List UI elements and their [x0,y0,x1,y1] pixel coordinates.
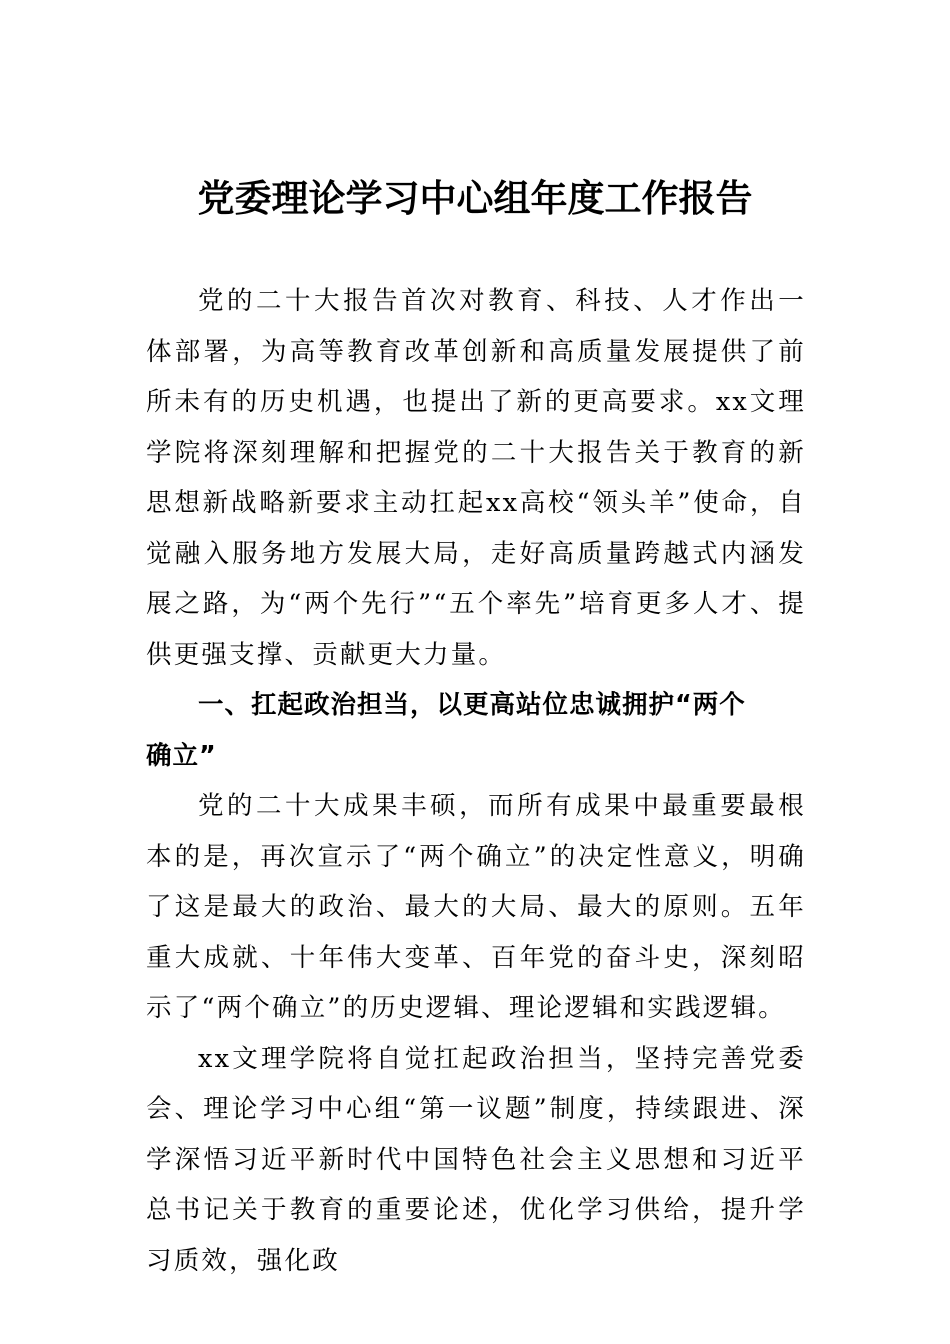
section-1-paragraph-1: 党的二十大成果丰硕，而所有成果中最重要最根本的是，再次宣示了“两个确立”的决定性意义，明确了这是最大的政治、最大的大局、最大的原则。五年重大成就、十年伟大变革、百年党的奋斗史，深刻昭示了“两个确立”的历史逻辑、理论逻辑和实践逻辑。 [146,791,806,1023]
section-1-paragraph-2: xx文理学院将自觉扛起政治担当，坚持完善党委会、理论学习中心组“第一议题”制度，持续跟进、深学深悟习近平新时代中国特色社会主义思想和习近平总书记关于教育的重要论述，优化学习供给，提升学习质效，强化政 [146,1043,806,1276]
document-title: 党委理论学习中心组年度工作报告 [197,176,753,220]
section-heading-1: 一、扛起政治担当，以更高站位忠诚拥护“两个确立” [146,690,746,771]
document-body [146,276,806,1286]
intro-paragraph: 党的二十大报告首次对教育、科技、人才作出一体部署，为高等教育改革创新和高质量发展提供了前所未有的历史机遇，也提出了新的更高要求。xx文理学院将深刻理解和把握党的二十大报告关于教育的新思想新战略新要求主动扛起xx高校“领头羊”使命，自觉融入服务地方发展大局，走好高质量跨越式内涵发展之路，为“两个先行”“五个率先”培育更多人才、提供更强支撑、贡献更大力量。 [146,286,806,670]
